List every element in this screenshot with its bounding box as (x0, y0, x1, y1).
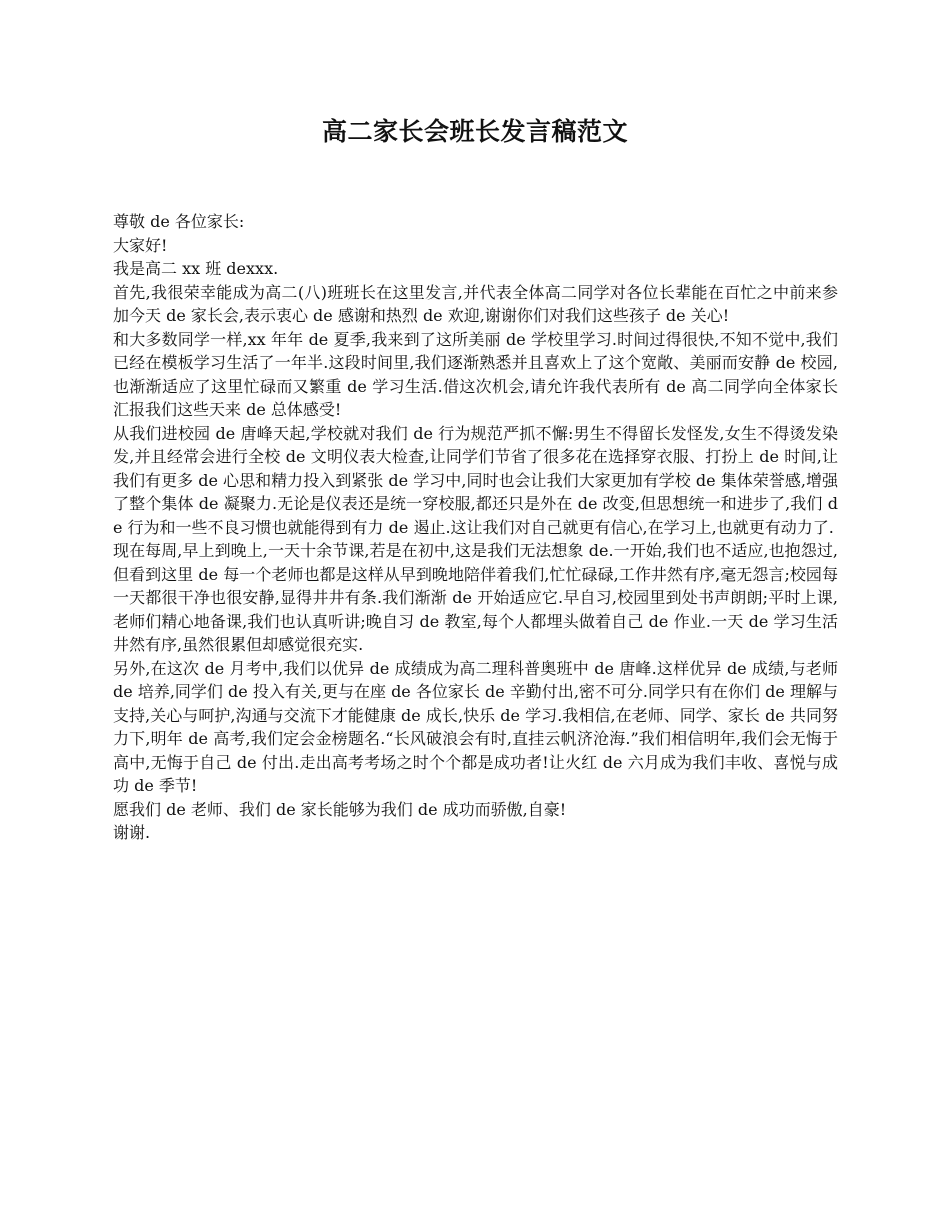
paragraph-discipline: 从我们进校园 de 唐峰天起,学校就对我们 de 行为规范严抓不懈:男生不得留长发怪发,女生不得烫发染发,并且经常会进行全校 de 文明仪表大检查,让同学们节省了很多花在选择穿衣服、打扮上 de 时间,让我们有更多 de 心思和精力投入到紧张 de 学习中,同时也会让我们大家更加有学校 de 集体荣誉感,增强了整个集体 de 凝聚力.无论是仪表还是统一穿校服,都还只是外在 de 改变,但思想统一和进步了,我们 de 行为和一些不良习惯也就能得到有力 de 遏止.这让我们对自己就更有信心,在学习上,也就更有动力了. (113, 423, 838, 537)
document-title: 高二家长会班长发言稿范文 (321, 117, 628, 146)
paragraph-self-intro: 我是高二 xx 班 dexxx. (113, 259, 279, 278)
paragraph-exam-results: 另外,在这次 de 月考中,我们以优异 de 成绩成为高二理科普奥班中 de 唐峰.这样优异 de 成绩,与老师 de 培养,同学们 de 投入有关,更与在座 de 各位家长 de 辛勤付出,密不可分.同学只有在你们 de 理解与支持,关心与呵护,沟通与交流下才能健康 de 成长,快乐 de 学习.我相信,在老师、同学、家长 de 共同努力下,明年 de 高考,我们定会金榜题名.“长风破浪会有时,直挂云帆济沧海.”我们相信明年,我们会无悔于高中,无悔于自己 de 付出.走出高考考场之时个个都是成功者!让火红 de 六月成为我们丰收、喜悦与成功 de 季节! (113, 658, 838, 795)
paragraph-salutation: 尊敬 de 各位家长: (113, 212, 245, 231)
paragraph-wish: 愿我们 de 老师、我们 de 家长能够为我们 de 成功而骄傲,自豪! (113, 799, 567, 819)
paragraph-daily-routine: 现在每周,早上到晚上,一天十余节课,若是在初中,这是我们无法想象 de.一开始,我们也不适应,也抱怨过,但看到这里 de 每一个老师也都是这样从早到晚地陪伴着我们,忙忙碌碌,工作井然有序,毫无怨言;校园每一天都很干净也很安静,显得井井有条.我们渐渐 de 开始适应它.早自习,校园里到处书声朗朗;平时上课,老师们精心地备课,我们也认真听讲;晚自习 de 教室,每个人都埋头做着自己 de 作业.一天 de 学习生活井然有序,虽然很累但却感觉很充实. (113, 541, 838, 654)
paragraph-greeting: 大家好! (113, 235, 168, 255)
paragraph-opening: 首先,我很荣幸能成为高二(八)班班长在这里发言,并代表全体高二同学对各位长辈能在百忙之中前来参加今天 de 家长会,表示衷心 de 感谢和热烈 de 欢迎,谢谢你们对我们这些孩子 de 关心! (113, 282, 838, 325)
document-body (113, 210, 838, 845)
paragraph-thanks: 谢谢. (113, 823, 151, 842)
paragraph-school-life: 和大多数同学一样,xx 年年 de 夏季,我来到了这所美丽 de 学校里学习.时间过得很快,不知不觉中,我们已经在模板学习生活了一年半.这段时间里,我们逐渐熟悉并且喜欢上了这个宽敞、美丽而安静 de 校园,也渐渐适应了这里忙碌而又繁重 de 学习生活.借这次机会,请允许我代表所有 de 高二同学向全体家长汇报我们这些天来 de 总体感受! (113, 329, 838, 419)
